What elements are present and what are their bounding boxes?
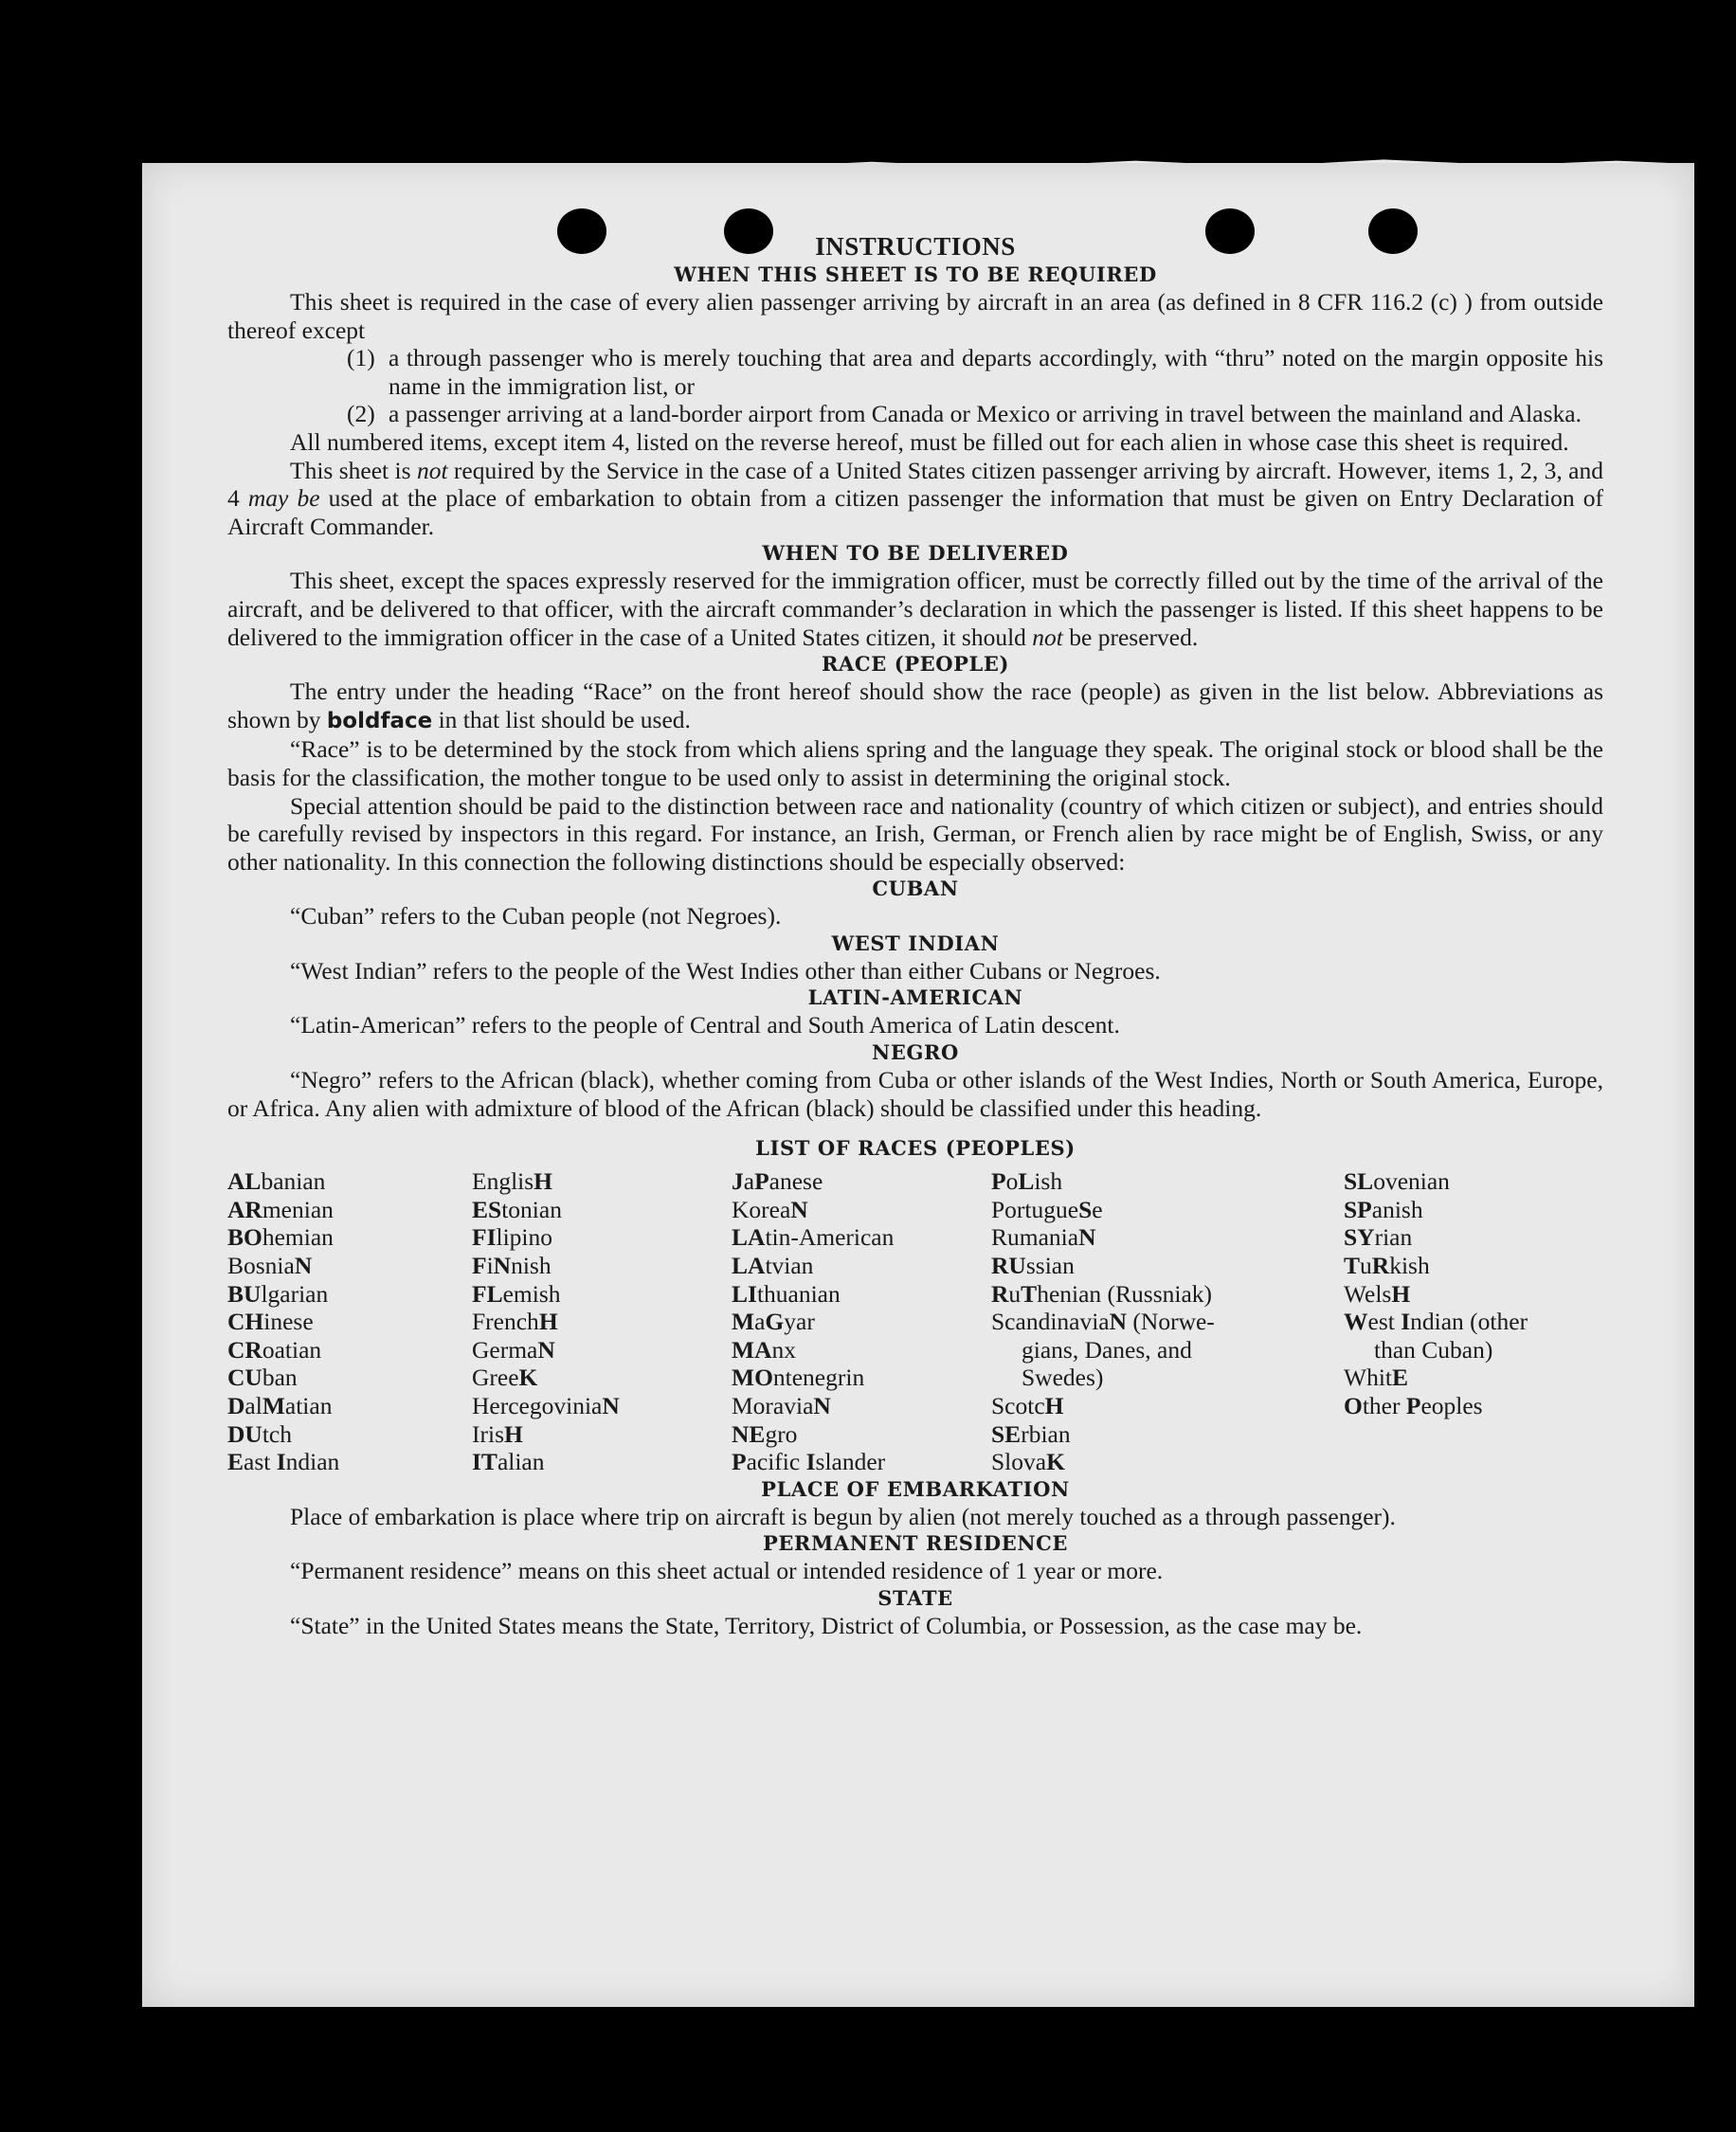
exception-number: (2) [347, 400, 375, 428]
race-entry: ITalian [472, 1448, 545, 1476]
race-entry: CUban [227, 1364, 298, 1392]
heading-state: STATE [877, 1585, 953, 1610]
text-run: used at the place of embarkation to obtain from a citizen passenger the information that must be given on Entry Declaration of Aircraft Commander. [227, 484, 1603, 540]
race-entry: LAtin-American [732, 1223, 895, 1252]
cuban-text: “Cuban” refers to the Cuban people (not Negroes). [290, 902, 782, 930]
exception-number: (1) [347, 344, 375, 372]
race-entry: CHinese [227, 1308, 314, 1336]
race-entry: FiNnish [472, 1252, 552, 1280]
emphasis: not [416, 456, 448, 484]
race-entry: West Indian (other [1344, 1308, 1528, 1336]
latin-american-text: “Latin-American” refers to the people of Central and South America of Latin descent. [290, 1011, 1120, 1039]
race-entry: Swedes) [1022, 1364, 1104, 1392]
exception-text: a passenger arriving at a land-border airport from Canada or Mexico or arriving in travel between the mainland and Alaska. [389, 400, 1582, 428]
heading-cuban: CUBAN [872, 876, 959, 901]
race-entry: PoLish [991, 1167, 1063, 1196]
heading-negro: NEGRO [872, 1040, 959, 1065]
race-paragraph-2: “Race” is to be determined by the stock from which aliens spring and the language they speak. The original stock or blood shall be the basis for the classification, the mother tongue to be used only to assist in determining the original stock. [227, 735, 1603, 791]
race-entry: WhitE [1344, 1364, 1409, 1392]
races-list [227, 1167, 1603, 1476]
heading-race: RACE (PEOPLE) [821, 652, 1010, 677]
race-entry: SYrian [1344, 1223, 1413, 1252]
race-entry: ARmenian [227, 1195, 334, 1223]
race-entry: than Cuban) [1374, 1335, 1493, 1364]
race-entry: RuThenian (Russniak) [991, 1279, 1213, 1308]
heading-latin-american: LATIN-AMERICAN [807, 985, 1023, 1010]
race-entry: Other Peoples [1344, 1392, 1483, 1419]
state-text: “State” in the United States means the State, Territory, District of Columbia, or Possession, as the case may be. [290, 1611, 1363, 1639]
heading-place-of-embarkation: PLACE OF EMBARKATION [761, 1476, 1070, 1501]
race-entry: FLemish [472, 1279, 561, 1308]
emphasis: may be [247, 484, 320, 513]
race-paragraph-3: Special attention should be paid to the distinction between race and nationality (country of which citizen or subject), and entries should be carefully revised by inspectors in this regard. For instance, an Irish, German, or French alien by race might be of English, Swiss, or any other nationality. In this connection the following distinctions should be especially observed: [227, 791, 1603, 876]
emphasis: not [1032, 623, 1063, 651]
heading-permanent-residence: PERMANENT RESIDENCE [762, 1531, 1069, 1556]
race-entry: FrenchH [472, 1308, 558, 1336]
instructions-content [227, 231, 1603, 1640]
heading-when-required: WHEN THIS SHEET IS TO BE REQUIRED [674, 262, 1157, 286]
west-indian-text: “West Indian” refers to the people of the West Indies other than either Cubans or Negroes. [290, 956, 1161, 985]
race-entry: SPanish [1344, 1195, 1423, 1223]
race-entry: CRoatian [227, 1335, 322, 1364]
exception-2 [347, 400, 1603, 428]
heading-west-indian: WEST INDIAN [831, 930, 1000, 955]
races-column [472, 1167, 732, 1476]
not-required-paragraph [227, 457, 1603, 541]
race-entry: gians, Danes, and [1022, 1335, 1192, 1364]
race-entry: MaGyar [732, 1308, 815, 1336]
numbered-items-paragraph: All numbered items, except item 4, listed on the reverse hereof, must be filled out for each alien in whose case this sheet is required. [290, 427, 1569, 456]
race-entry: DUtch [227, 1419, 292, 1448]
race-entry: FIlipino [472, 1223, 553, 1252]
race-entry: KoreaN [732, 1195, 808, 1223]
race-entry: MAnx [732, 1335, 796, 1364]
text-run: be preserved. [1062, 623, 1199, 651]
required-intro: This sheet is required in the case of every alien passenger arriving by aircraft in an area (as defined in 8 CFR 116.2 (c) ) from outside thereof except [227, 288, 1603, 344]
race-entry: SlovaK [991, 1448, 1065, 1476]
race-entry: SLovenian [1344, 1167, 1450, 1196]
delivered-paragraph [227, 567, 1603, 651]
text-run: This sheet is [290, 456, 417, 484]
race-entry: RumaniaN [991, 1223, 1096, 1252]
race-entry: IrisH [472, 1419, 523, 1448]
race-entry: JaPanese [732, 1167, 823, 1196]
race-entry: LAtvian [732, 1252, 814, 1280]
race-entry: PortugueSe [991, 1195, 1103, 1223]
races-column [991, 1167, 1344, 1476]
race-entry: EnglisH [472, 1167, 553, 1196]
race-entry: ALbanian [227, 1167, 326, 1196]
race-entry: BosniaN [227, 1252, 313, 1280]
race-entry: LIthuanian [732, 1279, 841, 1308]
race-entry: TuRkish [1344, 1252, 1430, 1280]
permanent-residence-text: “Permanent residence” means on this sheet actual or intended residence of 1 year or more. [290, 1557, 1164, 1585]
races-column [1344, 1167, 1603, 1476]
race-entry: BOhemian [227, 1223, 334, 1252]
heading-when-delivered: WHEN TO BE DELIVERED [762, 541, 1069, 566]
race-entry: MoraviaN [732, 1392, 831, 1419]
exception-text: a through passenger who is merely touching that area and departs accordingly, with “thru” noted on the margin opposite his name in the immigration list, or [389, 344, 1603, 400]
race-entry: NEgro [732, 1419, 798, 1448]
text-run: This sheet, except the spaces expressly reserved for the immigration officer, must be correctly filled out by the time of the arrival of the aircraft, and be delivered to that officer, with the aircraft commander’s declaration in which the passenger is listed. If this sheet happens to be delivered to the immigration officer in the case of a United States citizen, it should [227, 567, 1603, 651]
race-entry: East Indian [227, 1448, 340, 1476]
race-entry: DalMatian [227, 1392, 333, 1419]
race-entry: ScandinaviaN (Norwe- [991, 1308, 1215, 1336]
race-entry: HercegoviniaN [472, 1392, 620, 1419]
races-column [732, 1167, 991, 1476]
heading-list-of-races: LIST OF RACES (PEOPLES) [755, 1136, 1076, 1161]
text-run: The entry under the heading “Race” on the front hereof should show the race (people) as given in the list below. Abbreviations as shown by [227, 678, 1603, 733]
race-paragraph-1 [227, 678, 1603, 735]
text-run: in that list should be used. [432, 705, 691, 733]
bold-word: boldface [326, 708, 433, 733]
embarkation-text: Place of embarkation is place where trip on aircraft is begun by alien (not merely touched as a through passenger). [290, 1502, 1396, 1530]
race-entry: Pacific Islander [732, 1448, 886, 1476]
race-entry: GreeK [472, 1364, 538, 1392]
negro-text: “Negro” refers to the African (black), whether coming from Cuba or other islands of the West Indies, North or South America, Europe, or Africa. Any alien with admixture of blood of the African (black) should be classified under this heading. [227, 1066, 1603, 1122]
race-entry: BUlgarian [227, 1279, 329, 1308]
text-run: required by the Service in the case of a United States citizen passenger arriving by aircraft. However, items 1, 2, 3, and 4 [227, 456, 1603, 513]
race-entry: SErbian [991, 1419, 1071, 1448]
race-entry: GermaN [472, 1335, 555, 1364]
race-entry: WelsH [1344, 1279, 1411, 1308]
race-entry: ScotcH [991, 1392, 1064, 1419]
page-title: INSTRUCTIONS [815, 232, 1016, 261]
exception-1 [347, 344, 1603, 400]
races-column [227, 1167, 472, 1476]
race-entry: EStonian [472, 1195, 562, 1223]
race-entry: RUssian [991, 1252, 1075, 1280]
race-entry: MOntenegrin [732, 1364, 865, 1392]
